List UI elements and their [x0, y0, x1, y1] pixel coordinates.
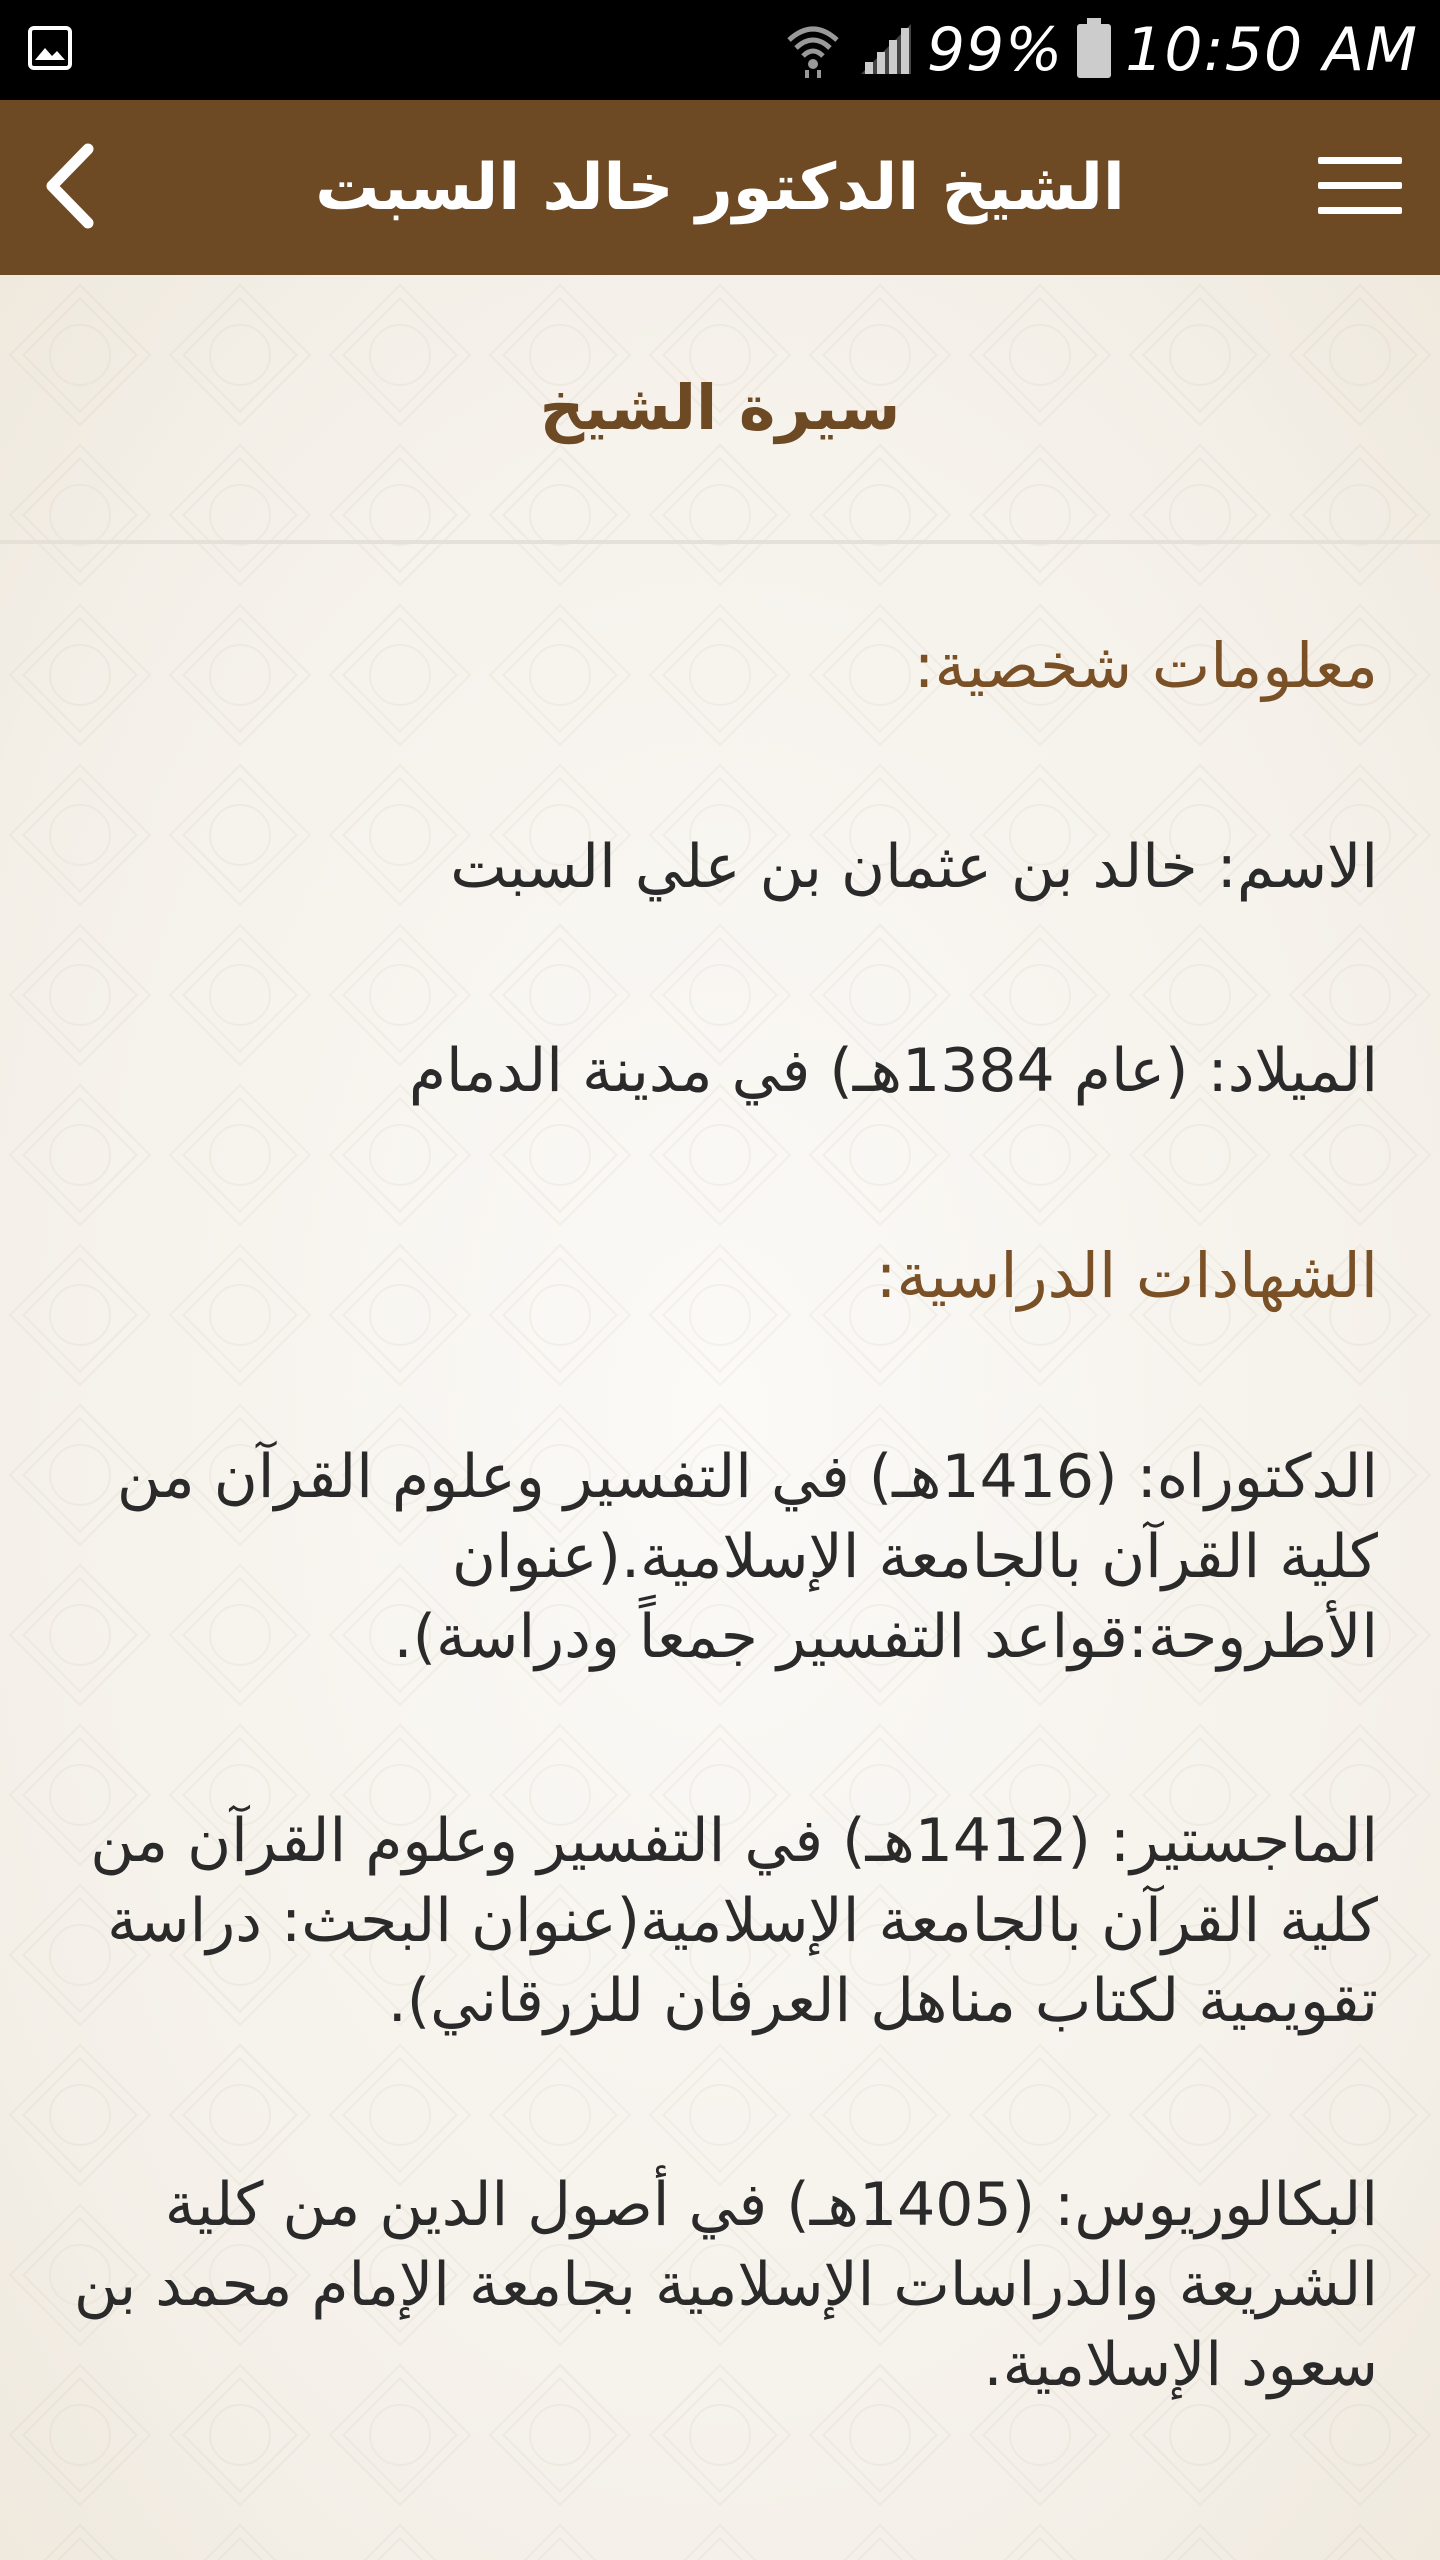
- chevron-left-icon: [40, 141, 100, 235]
- image-icon: [28, 26, 72, 70]
- name-line: الاسم: خالد بن عثمان بن علي السبت: [450, 832, 1378, 902]
- wifi-icon: [783, 18, 843, 82]
- doctorate-paragraph: الدكتوراه: (1416هـ) في التفسير وعلوم القرآن من كلية القرآن بالجامعة الإسلامية.(عنوان الأطروحة:قواعد التفسير جمعاً ودراسة).: [116, 1442, 1378, 1672]
- bachelor-paragraph: البكالوريوس: (1405هـ) في أصول الدين من كلية الشريعة والدراسات الإسلامية بجامعة الإمام محمد بن سعود الإسلامية.: [73, 2170, 1378, 2400]
- degrees-heading: الشهادات الدراسية:: [875, 1239, 1378, 1312]
- personal-info-heading: معلومات شخصية:: [913, 629, 1378, 702]
- birth-line: الميلاد: (عام 1384هـ) في مدينة الدمام: [408, 1036, 1378, 1106]
- hamburger-menu-icon: [1318, 155, 1402, 221]
- content-area[interactable]: [0, 275, 1440, 2560]
- app-bar: [0, 100, 1440, 275]
- section-header: [0, 275, 1440, 544]
- masters-paragraph: الماجستير: (1412هـ) في التفسير وعلوم القرآن من كلية القرآن بالجامعة الإسلامية(عنوان البحث: دراسة تقويمية لكتاب مناهل العرفان للزرقاني).: [90, 1806, 1378, 2036]
- battery-icon: [1077, 18, 1111, 82]
- section-title: سيرة الشيخ: [539, 371, 901, 444]
- clock: 10:50 AM: [1125, 15, 1418, 85]
- menu-button[interactable]: [1300, 135, 1420, 240]
- biography-body: [62, 625, 1378, 2529]
- signal-icon: [857, 20, 913, 80]
- battery-percent: 99%: [926, 15, 1064, 85]
- back-button[interactable]: [20, 135, 120, 240]
- status-right: [783, 0, 1418, 100]
- app-title: الشيخ الدكتور خالد السبت: [315, 150, 1125, 225]
- status-bar: [0, 0, 1440, 100]
